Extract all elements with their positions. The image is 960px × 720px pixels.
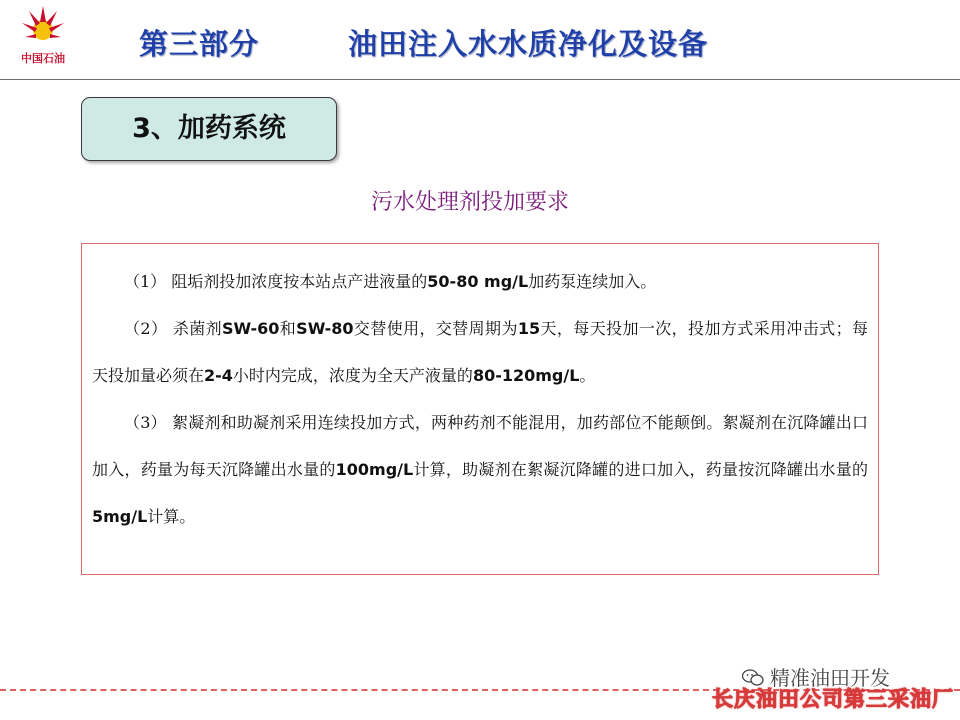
paragraph-1: （1） 阻垢剂投加浓度按本站点产进液量的50-80 mg/L加药泵连续加入。 xyxy=(124,272,657,291)
page-title: 油田注入水水质净化及设备 xyxy=(348,27,709,61)
section-heading: 第三部分 xyxy=(139,27,260,61)
header-divider xyxy=(0,79,960,80)
section-box xyxy=(81,97,337,161)
sub-title: 污水处理剂投加要求 xyxy=(370,190,569,215)
petrochina-logo xyxy=(12,4,74,66)
content-box xyxy=(81,243,879,575)
section-label: 3、加药系统 xyxy=(132,113,286,144)
paragraph-2: （2） 杀菌剂SW-60和SW-80交替使用，交替周期为15天，每天投加一次，投加方式采用冲击式；每天投加量必须在2-4小时内完成，浓度为全天产液量的80-120mg/L。 xyxy=(92,319,868,385)
wechat-name: 精准油田开发 xyxy=(770,666,890,690)
logo-text: 中国石油 xyxy=(21,52,65,65)
company-name: 长庆油田公司第三采油厂 xyxy=(712,687,954,711)
petrochina-sun-icon xyxy=(21,4,65,48)
paragraph-3: （3） 絮凝剂和助凝剂采用连续投加方式，两种药剂不能混用，加药部位不能颠倒。絮凝剂在沉降罐出口加入，药量为每天沉降罐出水量的100mg/L计算，助凝剂在絮凝沉降罐的进口加入，药量按沉降罐出水量的5mg/L计算。 xyxy=(92,413,868,526)
